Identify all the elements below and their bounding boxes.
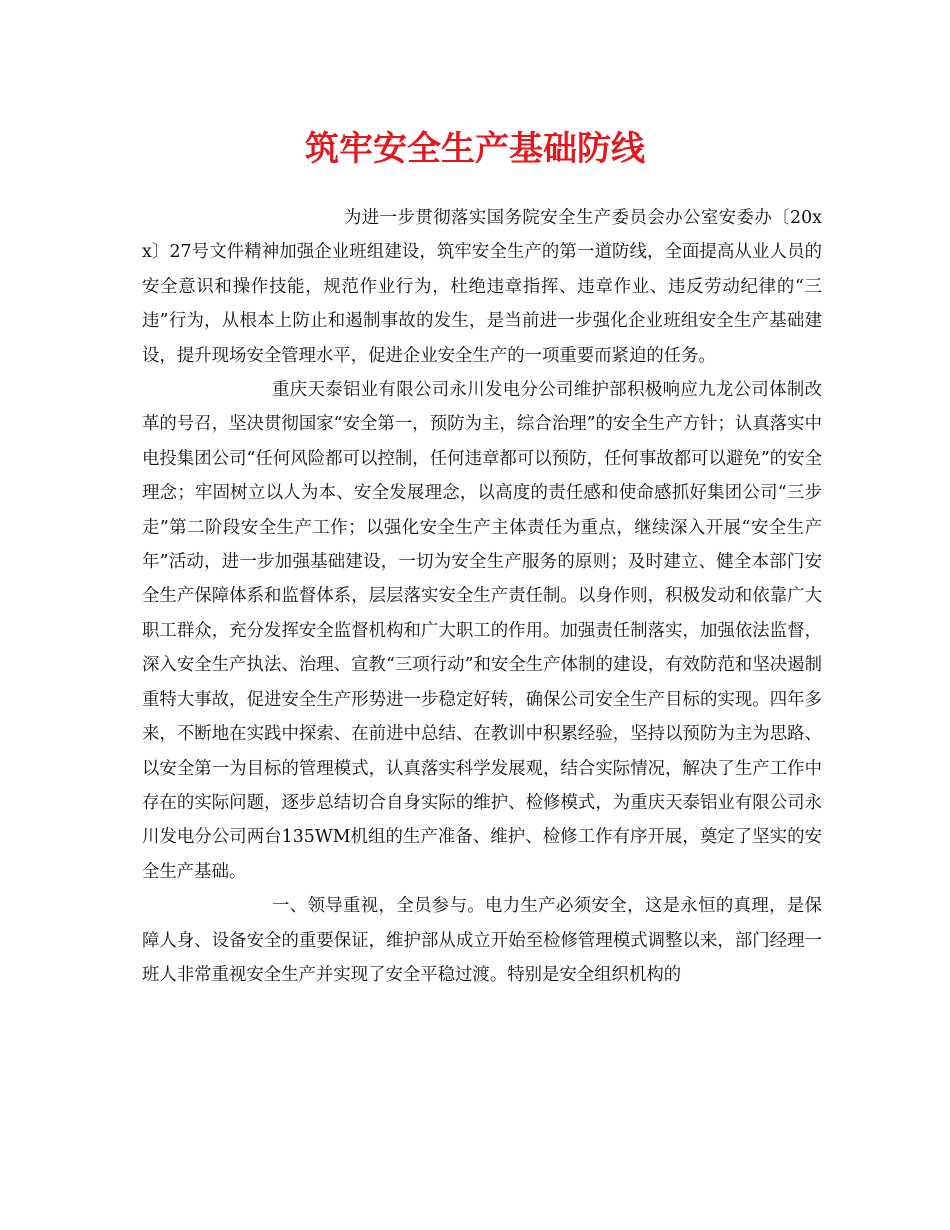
paragraph-intro: 为进一步贯彻落实国务院安全生产委员会办公室安委办〔20xx〕27号文件精神加强企业班组建设，筑牢安全生产的第一道防线，全面提高从业人员的安全意识和操作技能，规范作业行为，杜绝违章指挥、违章作业、违反劳动纪律的“三违”行为，从根本上防止和遏制事故的发生，是当前进一步强化企业班组安全生产基础建设，提升现场安全管理水平，促进企业安全生产的一项重要而紧迫的任务。: [142, 208, 822, 366]
paragraph-leadership: 一、领导重视，全员参与。电力生产必须安全，这是永恒的真理，是保障人身、设备安全的重要保证，维护部从成立开始至检修管理模式调整以来，部门经理一班人非常重视安全生产并实现了安全平稳过渡。特别是安全组织机构的: [142, 896, 822, 985]
document-body: [142, 201, 822, 992]
paragraph-department: 重庆天泰铝业有限公司永川发电分公司维护部积极响应九龙公司体制改革的号召，坚决贯彻国家“安全第一，预防为主，综合治理”的安全生产方针；认真落实中电投集团公司“任何风险都可以控制，任何违章都可以预防，任何事故都可以避免”的安全理念；牢固树立以人为本、安全发展理念，以高度的责任感和使命感抓好集团公司“三步走”第二阶段安全生产工作；以强化安全生产主体责任为重点，继续深入开展“安全生产年”活动，进一步加强基础建设，一切为安全生产服务的原则；及时建立、健全本部门安全生产保障体系和监督体系，层层落实安全生产责任制。以身作则，积极发动和依靠广大职工群众，充分发挥安全监督机构和广大职工的作用。加强责任制落实，加强依法监督，深入安全生产执法、治理、宣教“三项行动”和安全生产体制的建设，有效防范和坚决遏制重特大事故，促进安全生产形势进一步稳定好转，确保公司安全生产目标的实现。四年多来，不断地在实践中探索、在前进中总结、在教训中积累经验，坚持以预防为主为思路、以安全第一为目标的管理模式，认真落实科学发展观，结合实际情况，解决了生产工作中存在的实际问题，逐步总结切合自身实际的维护、检修模式，为重庆天泰铝业有限公司永川发电分公司两台135WM机组的生产准备、维护、检修工作有序开展，奠定了坚实的安全生产基础。: [142, 380, 822, 882]
document-title: 筑牢安全生产基础防线: [305, 129, 645, 169]
